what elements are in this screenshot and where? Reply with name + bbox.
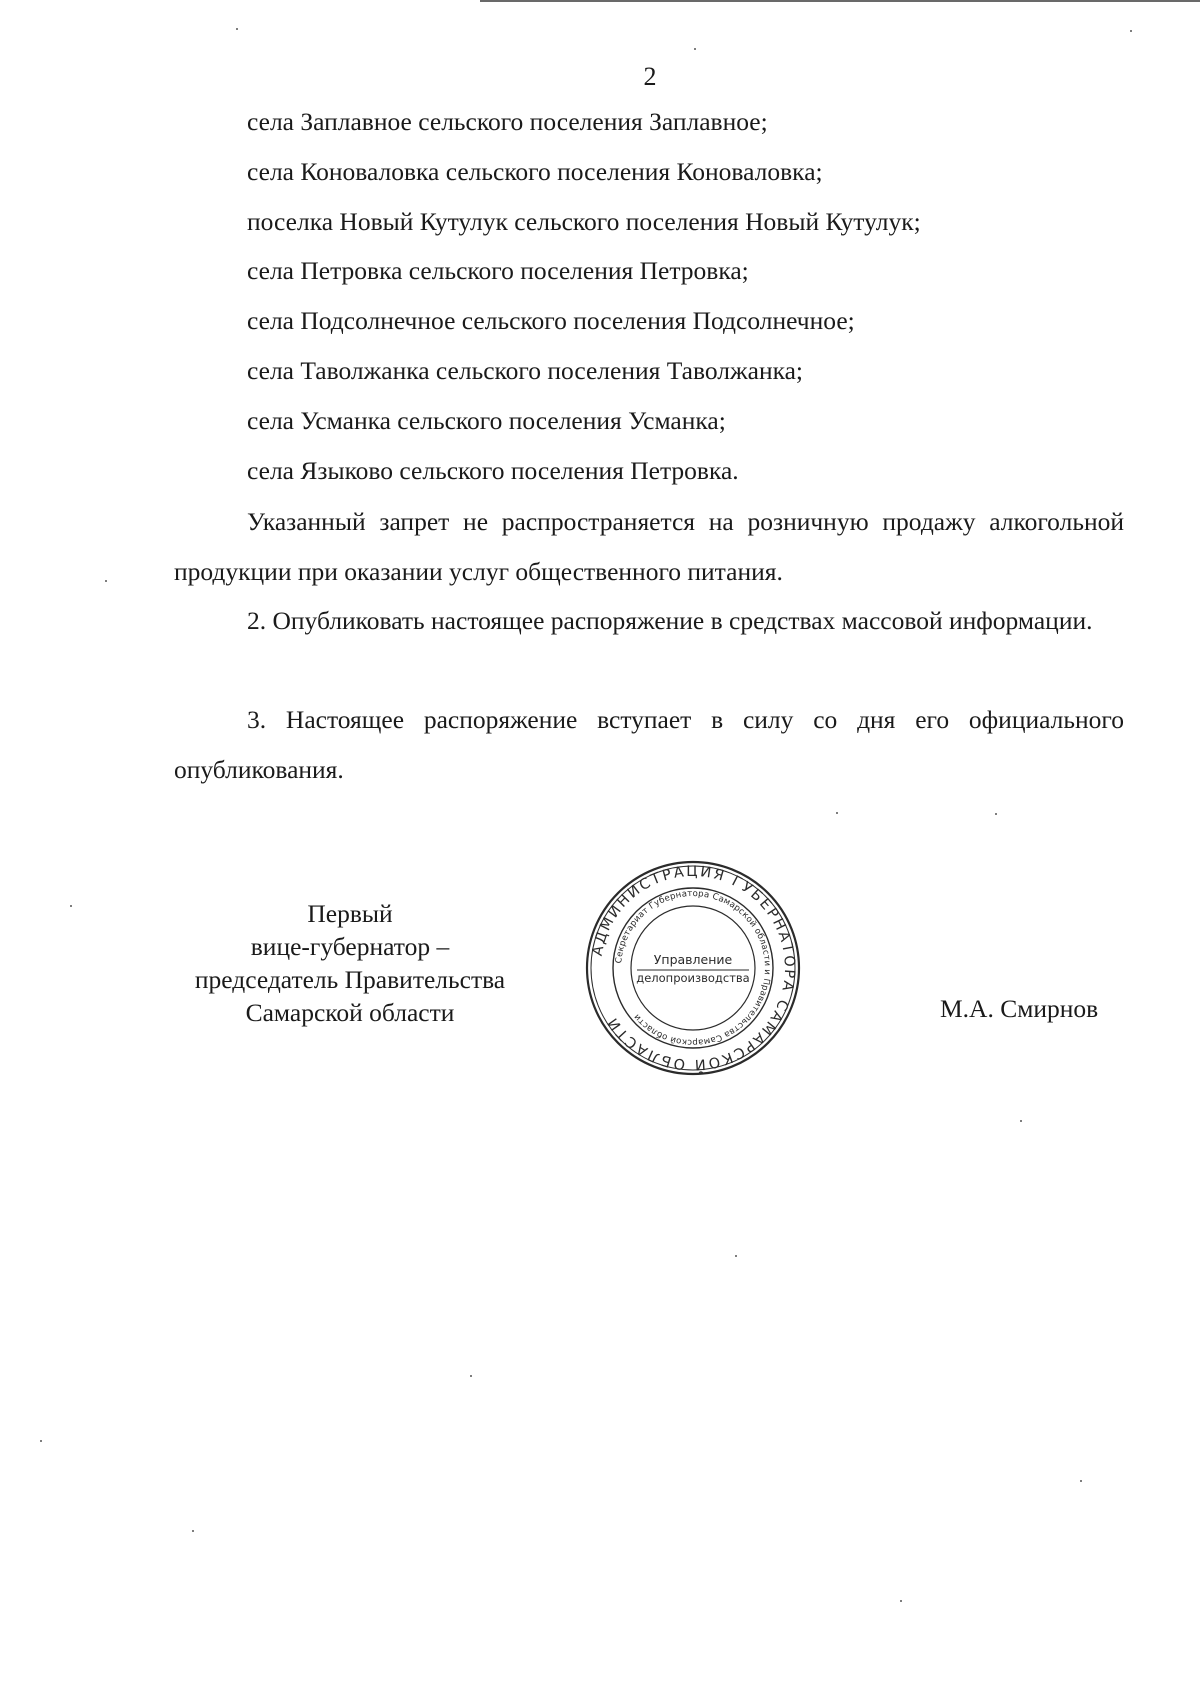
seal-center-line1: Управление [653,952,733,967]
svg-text:Секретариат Губернатора Самарс [614,889,772,1047]
effective-paragraph: 3. Настоящее распоряжение вступает в силу со дня его официального опубликования. [174,705,1124,784]
scan-speck [1080,1480,1082,1482]
seal-inner-text: Секретариат Губернатора Самарской области и Правительства Самарской области [614,888,773,1048]
scan-speck [694,48,696,50]
scan-speck [105,580,107,582]
scan-speck [70,905,72,907]
scan-speck [1130,30,1132,32]
scan-speck [836,812,838,814]
signer-position [150,897,550,1029]
list-item: села Языково сельского поселения Петровка. [247,455,739,485]
page-number [0,62,1200,92]
scan-speck [995,813,997,815]
list-item: села Заплавное сельского поселения Заплавное; [247,107,768,136]
list-item: села Подсолнечное сельского поселения Подсолнечное; [247,306,855,336]
scan-speck [192,1530,194,1532]
list-item: села Усманка сельского поселения Усманка; [247,405,726,435]
list-item: села Петровка сельского поселения Петровка; [247,256,749,286]
signer-position-line: Первый [307,899,393,928]
list-item: поселка Новый Кутулук сельского поселения Новый Кутулук; [247,206,921,236]
seal-icon [583,858,803,1078]
top-edge-line [480,0,1200,2]
publish-paragraph: 2. Опубликовать настоящее распоряжение в средствах массовой информации. [247,606,1093,635]
settlement-list [247,105,1127,503]
scan-speck [1020,1120,1022,1122]
scan-speck [735,1255,737,1257]
list-item: села Коноваловка сельского поселения Коноваловка; [247,156,823,186]
scan-speck [470,1375,472,1377]
scan-speck [236,28,238,30]
signer-position-line: председатель Правительства [194,965,506,994]
scan-speck [40,1440,42,1442]
page-number-text: 2 [643,62,657,91]
list-item: села Таволжанка сельского поселения Таволжанка; [247,355,803,385]
signer-position-line: Самарской области [245,998,455,1027]
official-seal [583,858,803,1078]
seal-outer-text: АДМИНИСТРАЦИЯ ГУБЕРНАТОРА САМАРСКОЙ ОБЛАСТИ [589,863,798,1073]
seal-center-line2: делопроизводства [636,971,750,985]
signer-name: М.А. Смирнов [940,994,1099,1023]
scan-speck [900,1600,902,1602]
signer-position-line: вице-губернатор – [250,932,450,961]
exception-paragraph: Указанный запрет не распространяется на розничную продажу алкогольной продукции при оказании услуг общественного питания. [174,507,1124,586]
